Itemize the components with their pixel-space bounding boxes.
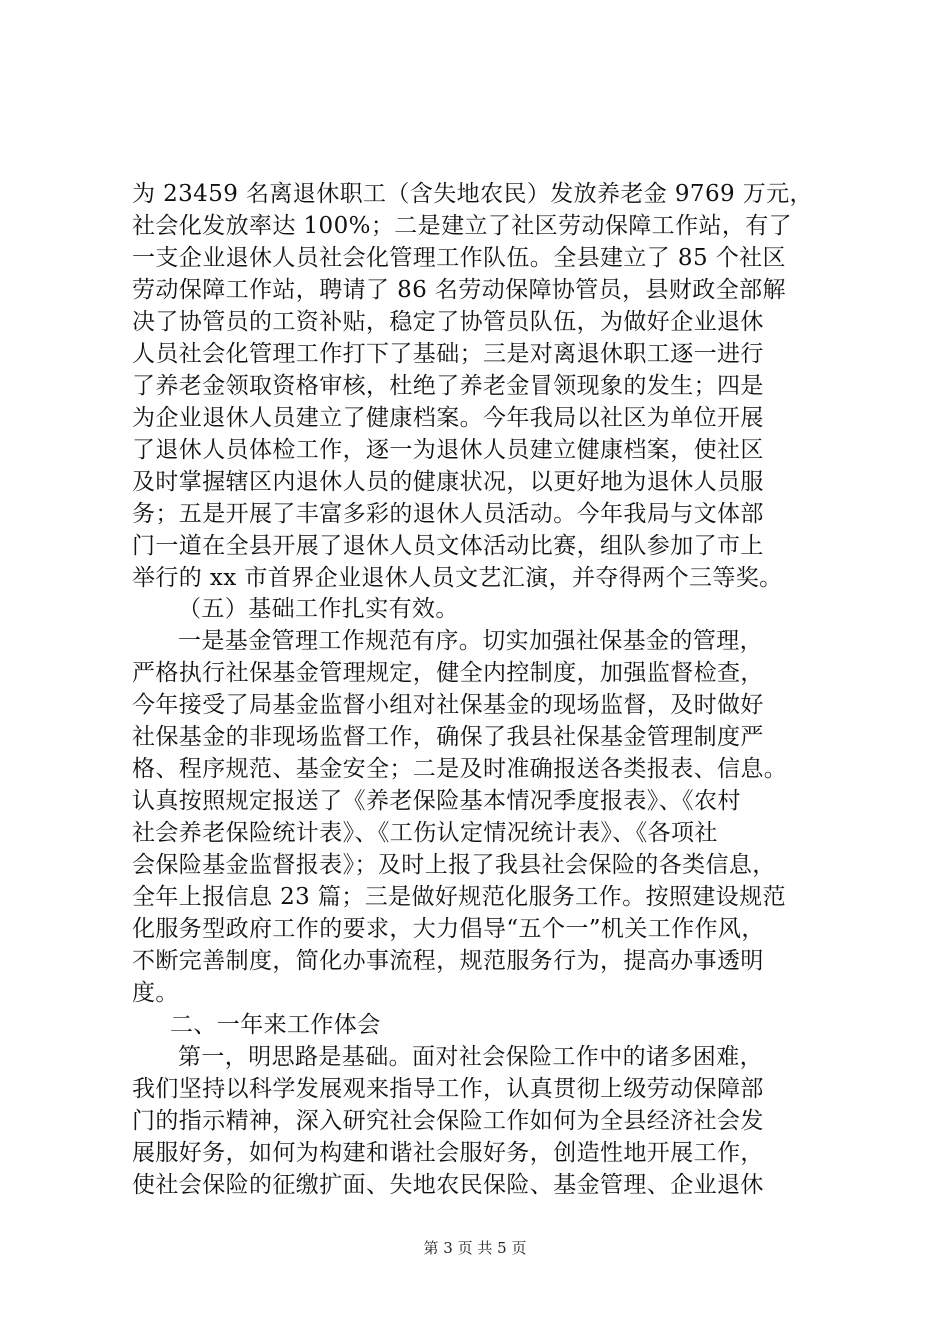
text-line: 会保险基金监督报表》；及时上报了我县社会保险的各类信息， [132,852,776,878]
paragraph-retirees [132,178,832,594]
section-heading-2: 二、一年来工作体会 [170,1012,381,1038]
text-line: 举行的 xx 市首界企业退休人员文艺汇演，并夺得两个三等奖。 [132,565,783,591]
text-line: 社会化发放率达 100%；二是建立了社区劳动保障工作站，有了 [132,213,793,239]
text-line: 化服务型政府工作的要求，大力倡导“五个一”机关工作作风， [132,916,765,942]
text-line: 为企业退休人员建立了健康档案。今年我局以社区为单位开展 [132,405,764,431]
text-line: 社会养老保险统计表》、《工伤认定情况统计表》、《各项社 [132,820,718,846]
text-line: 格、程序规范、基金安全；二是及时准确报送各类报表、信息。 [132,756,788,782]
text-line: 一是基金管理工作规范有序。切实加强社保基金的管理， [178,628,763,654]
text-line: 不断完善制度，简化办事流程，规范服务行为，提高办事透明 [132,948,764,974]
text-line: 度。 [132,980,179,1006]
text-line: 我们坚持以科学发展观来指导工作，认真贯彻上级劳动保障部 [132,1076,764,1102]
text-line: 第一，明思路是基础。面对社会保险工作中的诸多困难， [178,1044,763,1070]
section-heading-5: （五）基础工作扎实有效。 [178,596,459,622]
text-line: 为 23459 名离退休职工（含失地农民）发放养老金 9769 万元， [132,181,813,207]
text-line: 人员社会化管理工作打下了基础；三是对离退休职工逐一进行 [132,341,764,367]
text-line: 严格执行社保基金管理规定，健全内控制度，加强监督检查， [132,660,764,686]
section-body [132,593,832,1201]
text-line: 一支企业退休人员社会化管理工作队伍。全县建立了 85 个社区 [132,245,786,271]
text-line: 展服好务，如何为构建和谐社会服好务，创造性地开展工作， [132,1140,764,1166]
text-line: 使社会保险的征缴扩面、失地农民保险、基金管理、企业退休 [132,1172,764,1198]
text-line: 全年上报信息 23 篇；三是做好规范化服务工作。按照建设规范 [132,884,786,910]
text-line: 了退休人员体检工作，逐一为退休人员建立健康档案，使社区 [132,437,764,463]
text-line: 决了协管员的工资补贴，稳定了协管员队伍，为做好企业退休 [132,309,764,335]
text-line: 及时掌握辖区内退休人员的健康状况，以更好地为退休人员服 [132,469,764,495]
page-number-footer: 第 3 页 共 5 页 [423,1239,527,1257]
text-line: 了养老金领取资格审核，杜绝了养老金冒领现象的发生；四是 [132,373,764,399]
text-line: 门的指示精神，深入研究社会保险工作如何为全县经济社会发 [132,1108,764,1134]
text-line: 社保基金的非现场监督工作，确保了我县社保基金管理制度严 [132,724,764,750]
text-line: 门一道在全县开展了退休人员文体活动比赛，组队参加了市上 [132,533,764,559]
text-line: 务；五是开展了丰富多彩的退休人员活动。今年我局与文体部 [132,501,764,527]
text-line: 今年接受了局基金监督小组对社保基金的现场监督，及时做好 [132,692,764,718]
text-line: 劳动保障工作站，聘请了 86 名劳动保障协管员，县财政全部解 [132,277,786,303]
text-line: 认真按照规定报送了《养老保险基本情况季度报表》、《农村 [132,788,741,814]
